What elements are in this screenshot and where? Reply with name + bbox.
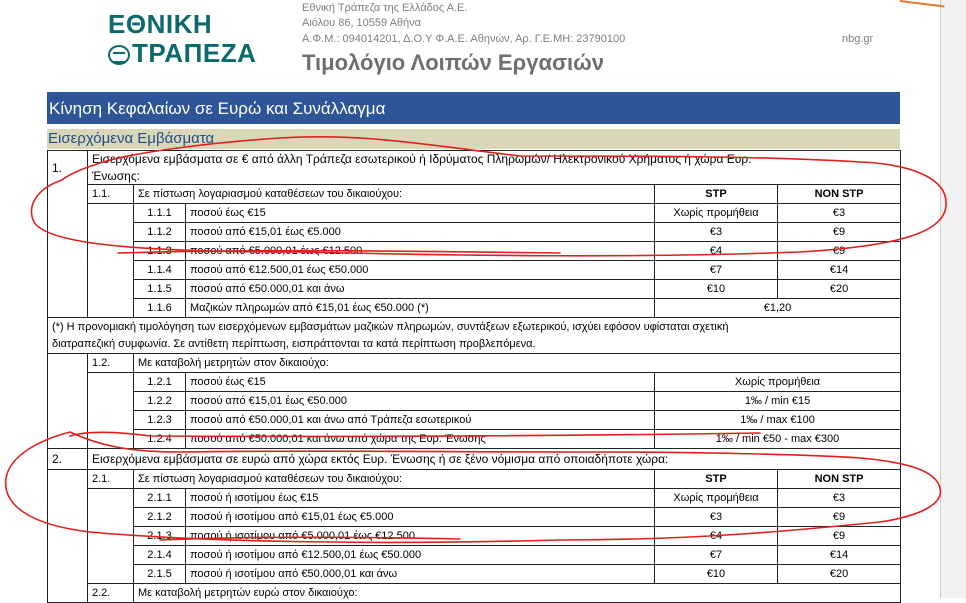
- row-desc: ποσού από €5.000,01 έως €12.500: [186, 242, 655, 261]
- section1-row: [48, 151, 901, 168]
- table-row: [48, 489, 901, 508]
- row-stp: €4: [655, 527, 778, 546]
- subsection-2-1-number: 2.1.: [88, 470, 134, 489]
- row-code: 1.1.5: [134, 280, 186, 299]
- table-row: [48, 299, 901, 318]
- row-stp: Χωρίς προμήθεια: [655, 204, 778, 223]
- section2-number: 2.: [48, 449, 88, 470]
- section1-number: 1.: [48, 151, 88, 185]
- row-code: 2.1.1: [134, 489, 186, 508]
- subsection-1-1-number: 1.1.: [88, 185, 134, 204]
- stp-header: STP: [655, 470, 778, 489]
- row-nonstp: €20: [778, 565, 901, 584]
- subsection-1-1-title: Σε πίστωση λογαριασμού καταθέσεων του δικαιούχου:: [134, 185, 655, 204]
- row-nonstp: €20: [778, 280, 901, 299]
- table-row: [48, 565, 901, 584]
- row-stp: Χωρίς προμήθεια: [655, 489, 778, 508]
- subsection-1-1-row: [48, 185, 901, 204]
- section-header-bar: [47, 92, 900, 124]
- row-desc: ποσού από €50.000,01 και άνω από Τράπεζα εσωτερικού: [186, 411, 655, 430]
- subsection-bar: [47, 129, 900, 149]
- table-row: [48, 392, 901, 411]
- row-desc: ποσού ή ισοτίμου από €15,01 έως €5.000: [186, 508, 655, 527]
- row-code: 1.2.1: [134, 373, 186, 392]
- fee-table: [47, 150, 901, 603]
- nonstp-header: NON STP: [778, 470, 901, 489]
- row-code: 2.1.2: [134, 508, 186, 527]
- row-desc: ποσού από €50.000,01 και άνω από χώρα της Ευρ. Ένωσης: [186, 430, 655, 449]
- footnote-line2: διατραπεζική συμφωνία. Σε αντίθετη περίπτωση, εισπράττονται τα κατά περίπτωση προβλεπόμενα.: [52, 338, 536, 350]
- row-code: 1.1.2: [134, 223, 186, 242]
- row-code: 1.2.2: [134, 392, 186, 411]
- row-code: 1.1.4: [134, 261, 186, 280]
- table-row: [48, 223, 901, 242]
- table-row: [48, 261, 901, 280]
- row-code: 1.2.3: [134, 411, 186, 430]
- section2-title: Εισερχόμενα εμβάσματα σε ευρώ από χώρα εκτός Ευρ. Ένωσης ή σε ξένο νόμισμα από οποιαδήποτε χώρα:: [88, 449, 901, 470]
- subsection-title: Εισερχόμενα Εμβάσματα: [48, 130, 215, 147]
- stp-header: STP: [655, 185, 778, 204]
- row-code: 2.1.5: [134, 565, 186, 584]
- row-nonstp: €3: [778, 204, 901, 223]
- table-row: [48, 430, 901, 449]
- subsection-2-2-row: [48, 584, 901, 603]
- table-row: [48, 242, 901, 261]
- table-row: [48, 546, 901, 565]
- row-nonstp: €3: [778, 489, 901, 508]
- row-stp: €3: [655, 223, 778, 242]
- row-code: 2.1.3: [134, 527, 186, 546]
- row-desc: ποσού ή ισοτίμου από €12.500,01 έως €50.000: [186, 546, 655, 565]
- table-row: [48, 204, 901, 223]
- footnote-row: [48, 318, 901, 354]
- row-desc: ποσού ή ισοτίμου έως €15: [186, 489, 655, 508]
- viewer-right-gutter: [940, 0, 966, 598]
- table-row: [48, 280, 901, 299]
- company-address: Αιόλου 86, 10559 Αθήνα: [302, 17, 422, 29]
- row-nonstp: €9: [778, 527, 901, 546]
- row-value: Χωρίς προμήθεια: [655, 373, 901, 392]
- row-desc: ποσού ή ισοτίμου από €5.000,01 έως €12.500: [186, 527, 655, 546]
- subsection-1-2-title: Με καταβολή μετρητών στον δικαιούχο:: [134, 354, 901, 373]
- logo-line1: ΕΘΝΙΚΗ: [108, 9, 213, 39]
- section1-title-line2: Ένωσης:: [88, 168, 901, 185]
- subsection-2-1-row: [48, 470, 901, 489]
- main-title: Κίνηση Κεφαλαίων σε Ευρώ και Συνάλλαγμα: [49, 99, 386, 118]
- table-row: [48, 527, 901, 546]
- row-stp: €10: [655, 280, 778, 299]
- row-nonstp: €9: [778, 242, 901, 261]
- row-value: 1‰ / max €100: [655, 411, 901, 430]
- row-value: €1,20: [655, 299, 901, 318]
- row-desc: ποσού από €15,01 έως €5.000: [186, 223, 655, 242]
- row-code: 1.1.6: [134, 299, 186, 318]
- row-code: 1.2.4: [134, 430, 186, 449]
- section2-row: [48, 449, 901, 470]
- row-desc: ποσού από €12.500,01 έως €50.000: [186, 261, 655, 280]
- row-code: 1.1.3: [134, 242, 186, 261]
- footnote-line1: (*) Η προνομιακή τιμολόγηση των εισερχόμενων εμβασμάτων μαζικών πληρωμών, συντάξεων εξωτερικού, ισχύει εφόσον υφίσταται σχετική: [52, 321, 729, 333]
- subsection-2-1-title: Σε πίστωση λογαριασμού καταθέσεων του δικαιούχου:: [134, 470, 655, 489]
- row-stp: €4: [655, 242, 778, 261]
- document-title: Τιμολόγιο Λοιπών Εργασιών: [302, 50, 604, 75]
- subsection-1-2-number: 1.2.: [88, 354, 134, 373]
- row-desc: ποσού έως €15: [186, 204, 655, 223]
- row-value: 1‰ / min €50 - max €300: [655, 430, 901, 449]
- table-row: [48, 411, 901, 430]
- bank-logo: [108, 10, 256, 68]
- tax-info: Α.Φ.Μ.: 094014201, Δ.Ο.Υ Φ.Α.Ε. Αθηνών, Αρ. Γ.Ε.ΜΗ: 23790100: [302, 33, 626, 45]
- row-desc: ποσού από €50.000,01 και άνω: [186, 280, 655, 299]
- table-row: [48, 373, 901, 392]
- table-row: [48, 508, 901, 527]
- nonstp-header: NON STP: [778, 185, 901, 204]
- section1-title-line1: Εισερχόμενα εμβάσματα σε € από άλλη Τράπεζα εσωτερικού ή Ιδρύματος Πληρωμών/ Ηλεκτρονικού Χρήματος ή χώρα Ευρ.: [88, 151, 901, 168]
- row-desc: ποσού ή ισοτίμου από €50.000,01 και άνω: [186, 565, 655, 584]
- row-stp: €3: [655, 508, 778, 527]
- row-stp: €7: [655, 546, 778, 565]
- company-name: Εθνική Τράπεζα της Ελλάδος Α.Ε.: [302, 2, 468, 14]
- row-desc: ποσού έως €15: [186, 373, 655, 392]
- row-code: 2.1.4: [134, 546, 186, 565]
- row-desc: Μαζικών πληρωμών από €15,01 έως €50.000 (*): [186, 299, 655, 318]
- row-nonstp: €9: [778, 223, 901, 242]
- row-stp: €10: [655, 565, 778, 584]
- row-code: 1.1.1: [134, 204, 186, 223]
- bank-emblem-icon: [108, 45, 130, 65]
- subsection-2-2-title: Με καταβολή μετρητών ευρώ στον δικαιούχο:: [134, 584, 901, 603]
- row-nonstp: €14: [778, 261, 901, 280]
- row-nonstp: €9: [778, 508, 901, 527]
- website-link[interactable]: nbg.gr: [842, 33, 874, 45]
- row-value: 1‰ / min €15: [655, 392, 901, 411]
- subsection-2-2-number: 2.2.: [88, 584, 134, 603]
- row-desc: ποσού από €15,01 έως €50.000: [186, 392, 655, 411]
- row-nonstp: €14: [778, 546, 901, 565]
- logo-line2: ΤΡΑΠΕΖΑ: [132, 38, 257, 68]
- subsection-1-2-row: [48, 354, 901, 373]
- row-stp: €7: [655, 261, 778, 280]
